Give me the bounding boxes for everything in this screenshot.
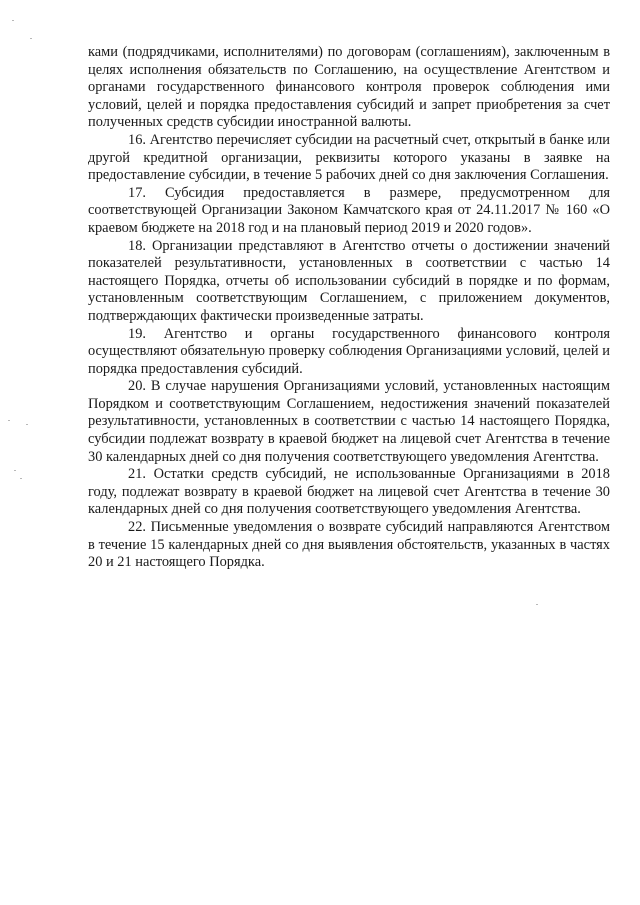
paragraph-continuation: ками (подрядчиками, исполнителями) по договорам (соглашениям), заключенным в целях исполнения обязательств по Соглашению, на осуществление Агентством и органами государственного финансового контроля проверок соблюдения ими условий, целей и порядка предоставления субсидий и запрет приобретения за счет полученных средств субсидии иностранной валюты. bbox=[88, 44, 610, 131]
paragraph-18: 18. Организации представляют в Агентство отчеты о достижении значений показателей результативности, установленных в соответствии с частью 14 настоящего Порядка, отчеты об использовании субсидий в порядке и по формам, установленным соответствующим Соглашением, с приложением документов, подтверждающих фактически произведенные затраты. bbox=[88, 237, 610, 324]
paragraph-20: 20. В случае нарушения Организациями условий, установленных настоящим Порядком и соответствующим Соглашением, недостижения значений показателей результативности, установленных в соответствии с частью 14 настоящего Порядка, субсидии подлежат возврату в краевой бюджет на лицевой счет Агентства в течение 30 календарных дней со дня получения соответствующего уведомления Агентства. bbox=[88, 378, 610, 465]
paragraph-22: 22. Письменные уведомления о возврате субсидий направляются Агентством в течение 15 календарных дней со дня выявления обстоятельств, указанных в частях 20 и 21 настоящего Порядка. bbox=[88, 519, 610, 571]
paragraph-17: 17. Субсидия предоставляется в размере, предусмотренном для соответствующей Организации Законом Камчатского края от 24.11.2017 № 160 «О краевом бюджете на 2018 год и на плановый период 2019 и 2020 годов». bbox=[88, 184, 610, 236]
paragraph-19: 19. Агентство и органы государственного финансового контроля осуществляют обязательную проверку соблюдения Организациями условий, целей и порядка предоставления субсидий. bbox=[88, 325, 610, 377]
document-body bbox=[88, 44, 610, 572]
paragraph-16: 16. Агентство перечисляет субсидии на расчетный счет, открытый в банке или другой кредитной организации, реквизиты которого указаны в заявке на предоставление субсидии, в течение 5 рабочих дней со дня заключения Соглашения. bbox=[88, 131, 610, 184]
paragraph-21: 21. Остатки средств субсидий, не использованные Организациями в 2018 году, подлежат возврату в краевой бюджет на лицевой счет Агентства в течение 30 календарных дней со дня получения соответствующего уведомления Агентства. bbox=[88, 466, 610, 518]
